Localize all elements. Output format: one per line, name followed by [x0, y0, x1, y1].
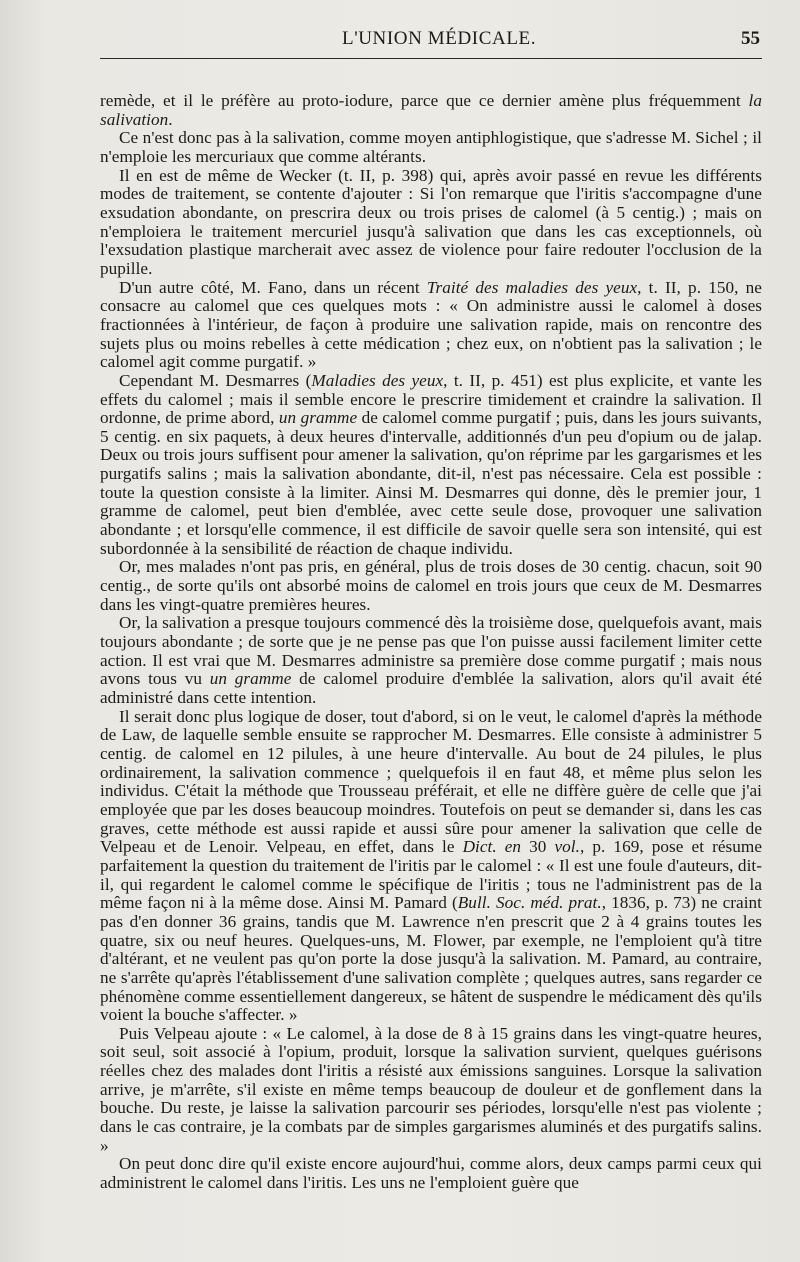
paragraph	[100, 708, 762, 1025]
italic-text: Bull. Soc. méd. prat.	[457, 893, 602, 913]
page-number: 55	[741, 28, 760, 49]
text-run: On peut donc dire qu'il existe encore aujourd'hui, comme alors, deux camps parmi ceux qui administrent le calomel dans l'iritis. Les uns ne l'emploient guère que	[100, 1154, 762, 1193]
text-run: Puis Velpeau ajoute : « Le calomel, à la dose de 8 à 15 grains dans les vingt-quatre heures, soit seul, soit associé à l'opium, produit, lorsque la salivation survient, quelques guérisons réelles chez des malades dont l'iritis a résisté aux émissions sanguines. Lorsque la salivation arrive, je m'arrête, s'il existe en même temps beaucoup de douleur et de gonflement dans la bouche. Du reste, je laisse la salivation parcourir ses périodes, lorsqu'elle n'est pas violente ; dans le cas contraire, je la combats par de simples gargarismes aluminés et des purgatifs salins. »	[100, 1023, 762, 1155]
text-run: 30	[521, 837, 555, 857]
paragraph	[100, 129, 762, 166]
running-title: L'UNION MÉDICALE.	[342, 28, 537, 49]
text-run: de calomel comme purgatif ; puis, dans les jours suivants, 5 centig. en six paquets, à deux heures d'intervalle, additionnés d'un peu d'opium ou de jalap. Deux ou trois jours suffisent pour amener la salivation, qu'on réprime par les gargarismes et les purgatifs salins ; mais la salivation abondante, dit-il, n'est pas nécessaire. Cela est possible : toute la question consiste à la limiter. Ainsi M. Desmarres qui donne, dès le premier jour, 1 gramme de calomel, peut bien d'emblée, avec cette seule dose, provoquer une salivation abondante ; et lorsqu'elle commence, il est difficile de savoir quelle sera son intensité, qui est subordonnée à la sensibilité de réaction de chaque individu.	[100, 408, 762, 558]
paragraph	[100, 614, 762, 707]
text-run: Il en est de même de Wecker (t. II, p. 398) qui, après avoir passé en revue les différents modes de traitement, se contente d'ajouter : Si l'on remarque que l'iritis s'accompagne d'une exsudation abondante, on prescrira deux ou trois prises de calomel (à 5 centig.) ; mais on n'emploiera le traitement mercuriel jusqu'à salivation que dans les cas exceptionnels, où l'exsudation plastique marcherait avec assez de violence pour faire redouter l'occlusion de la pupille.	[100, 165, 762, 278]
paragraph	[100, 279, 762, 372]
text-run: de calomel produire d'emblée la salivation, alors qu'il avait été administré dans cette intention.	[100, 669, 763, 707]
paragraph	[100, 167, 762, 279]
text-run: Or, la salivation a presque toujours commencé dès la troisième dose, quelquefois avant, mais toujours abondante ; de sorte que je ne pense pas que l'on puisse aussi facilement limiter cette action. Il est vrai que M. Desmarres administre sa première dose comme purgatif ; mais nous avons tous vu	[100, 613, 762, 689]
text-run: Or, mes malades n'ont pas pris, en général, plus de trois doses de 30 centig. chacun, soit 90 centig., de sorte qu'ils ont absorbé moins de calomel en trois jours que ceux de M. Desmarres dans les vingt-quatre premières heures.	[100, 557, 762, 614]
text-run: , 1836, p. 73) ne craint pas d'en donner 36 grains, tandis que M. Lawrence n'en prescrit que 2 à 4 grains toutes les quatre, six ou neuf heures. Quelques-uns, M. Flower, par exemple, ne l'emploient qu'à titre d'altérant, et ne veulent pas qu'on porte la dose jusqu'à la salivation. M. Pamard, au contraire, ne s'arrête qu'après l'établissement d'une salivation complète ; quelques autres, sans regarder ce phénomène comme essentiellement dangereux, se hâtent de suspendre le médicament dès qu'ils voient la bouche s'affecter. »	[100, 893, 762, 1025]
italic-text: un gramme	[209, 669, 292, 689]
text-run: , t. II, p. 150, ne consacre au calomel que ces quelques mots : « On administre aussi le calomel à doses fractionnées à l'intérieur, de façon à produire une salivation rapide, mais on rencontre des sujets plus ou moins rebelles à cette médication ; chez eux, on n'obtient pas la salivation ; le calomel agit comme purgatif. »	[100, 277, 762, 372]
body-text	[100, 92, 762, 1193]
header-rule	[100, 58, 762, 59]
italic-text: Dict. en	[462, 837, 522, 857]
italic-text: vol.	[554, 837, 580, 857]
paragraph	[100, 1155, 762, 1192]
text-run: Il serait donc plus logique de doser, tout d'abord, si on le veut, le calomel d'après la méthode de Law, de laquelle semble ensuite se rapprocher M. Desmarres. Elle consiste à administrer 5 centig. de calomel en 12 pilules, à une heure d'intervalle. Au bout de 24 pilules, le plus ordinairement, la salivation commence ; quelquefois il en faut 48, et même plus selon les individus. C'était la méthode que Trousseau préférait, et elle ne diffère guère de celle que j'ai employée que par les doses beaucoup moindres. Toutefois on peut se demander si, dans les cas graves, cette méthode est aussi rapide et aussi sûre pour amener la salivation que celle de Velpeau et de Lenoir. Velpeau, en effet, dans le	[100, 706, 762, 857]
text-run: Ce n'est donc pas à la salivation, comme moyen antiphlogistique, que s'adresse M. Sichel ; il n'emploie les mercuriaux que comme altérants.	[100, 128, 762, 166]
paragraph	[100, 372, 762, 559]
italic-text: la salivation	[100, 91, 762, 129]
text-run: remède, et il le préfère au proto-iodure, parce que ce dernier amène plus fréquemment	[100, 91, 749, 110]
text-run: Cependant M. Desmarres (	[119, 370, 312, 390]
paragraph	[100, 1025, 762, 1156]
text-run: D'un autre côté, M. Fano, dans un récent	[119, 277, 427, 297]
text-run: .	[168, 109, 173, 129]
italic-text: un gramme	[278, 408, 358, 428]
page-header	[100, 20, 762, 64]
text-run: , p. 169, pose et résume parfaitement la question du traitement de l'iritis par le calomel : « Il est une foule d'auteurs, dit-il, qui regardent le calomel comme le spécifique de l'iritis ; tous ne l'administrent pas de la même façon ni à la même dose. Ainsi M. Pamard (	[100, 837, 763, 913]
italic-text: Traité des maladies des yeux	[426, 277, 638, 297]
italic-text: Maladies des yeux	[311, 370, 444, 390]
paragraph	[100, 558, 762, 614]
text-run: , t. II, p. 451) est plus explicite, et vante les effets du calomel ; mais il semble encore le prescrire timidement et craindre la salivation. Il ordonne, de prime abord,	[100, 370, 762, 428]
paragraph	[100, 92, 762, 129]
